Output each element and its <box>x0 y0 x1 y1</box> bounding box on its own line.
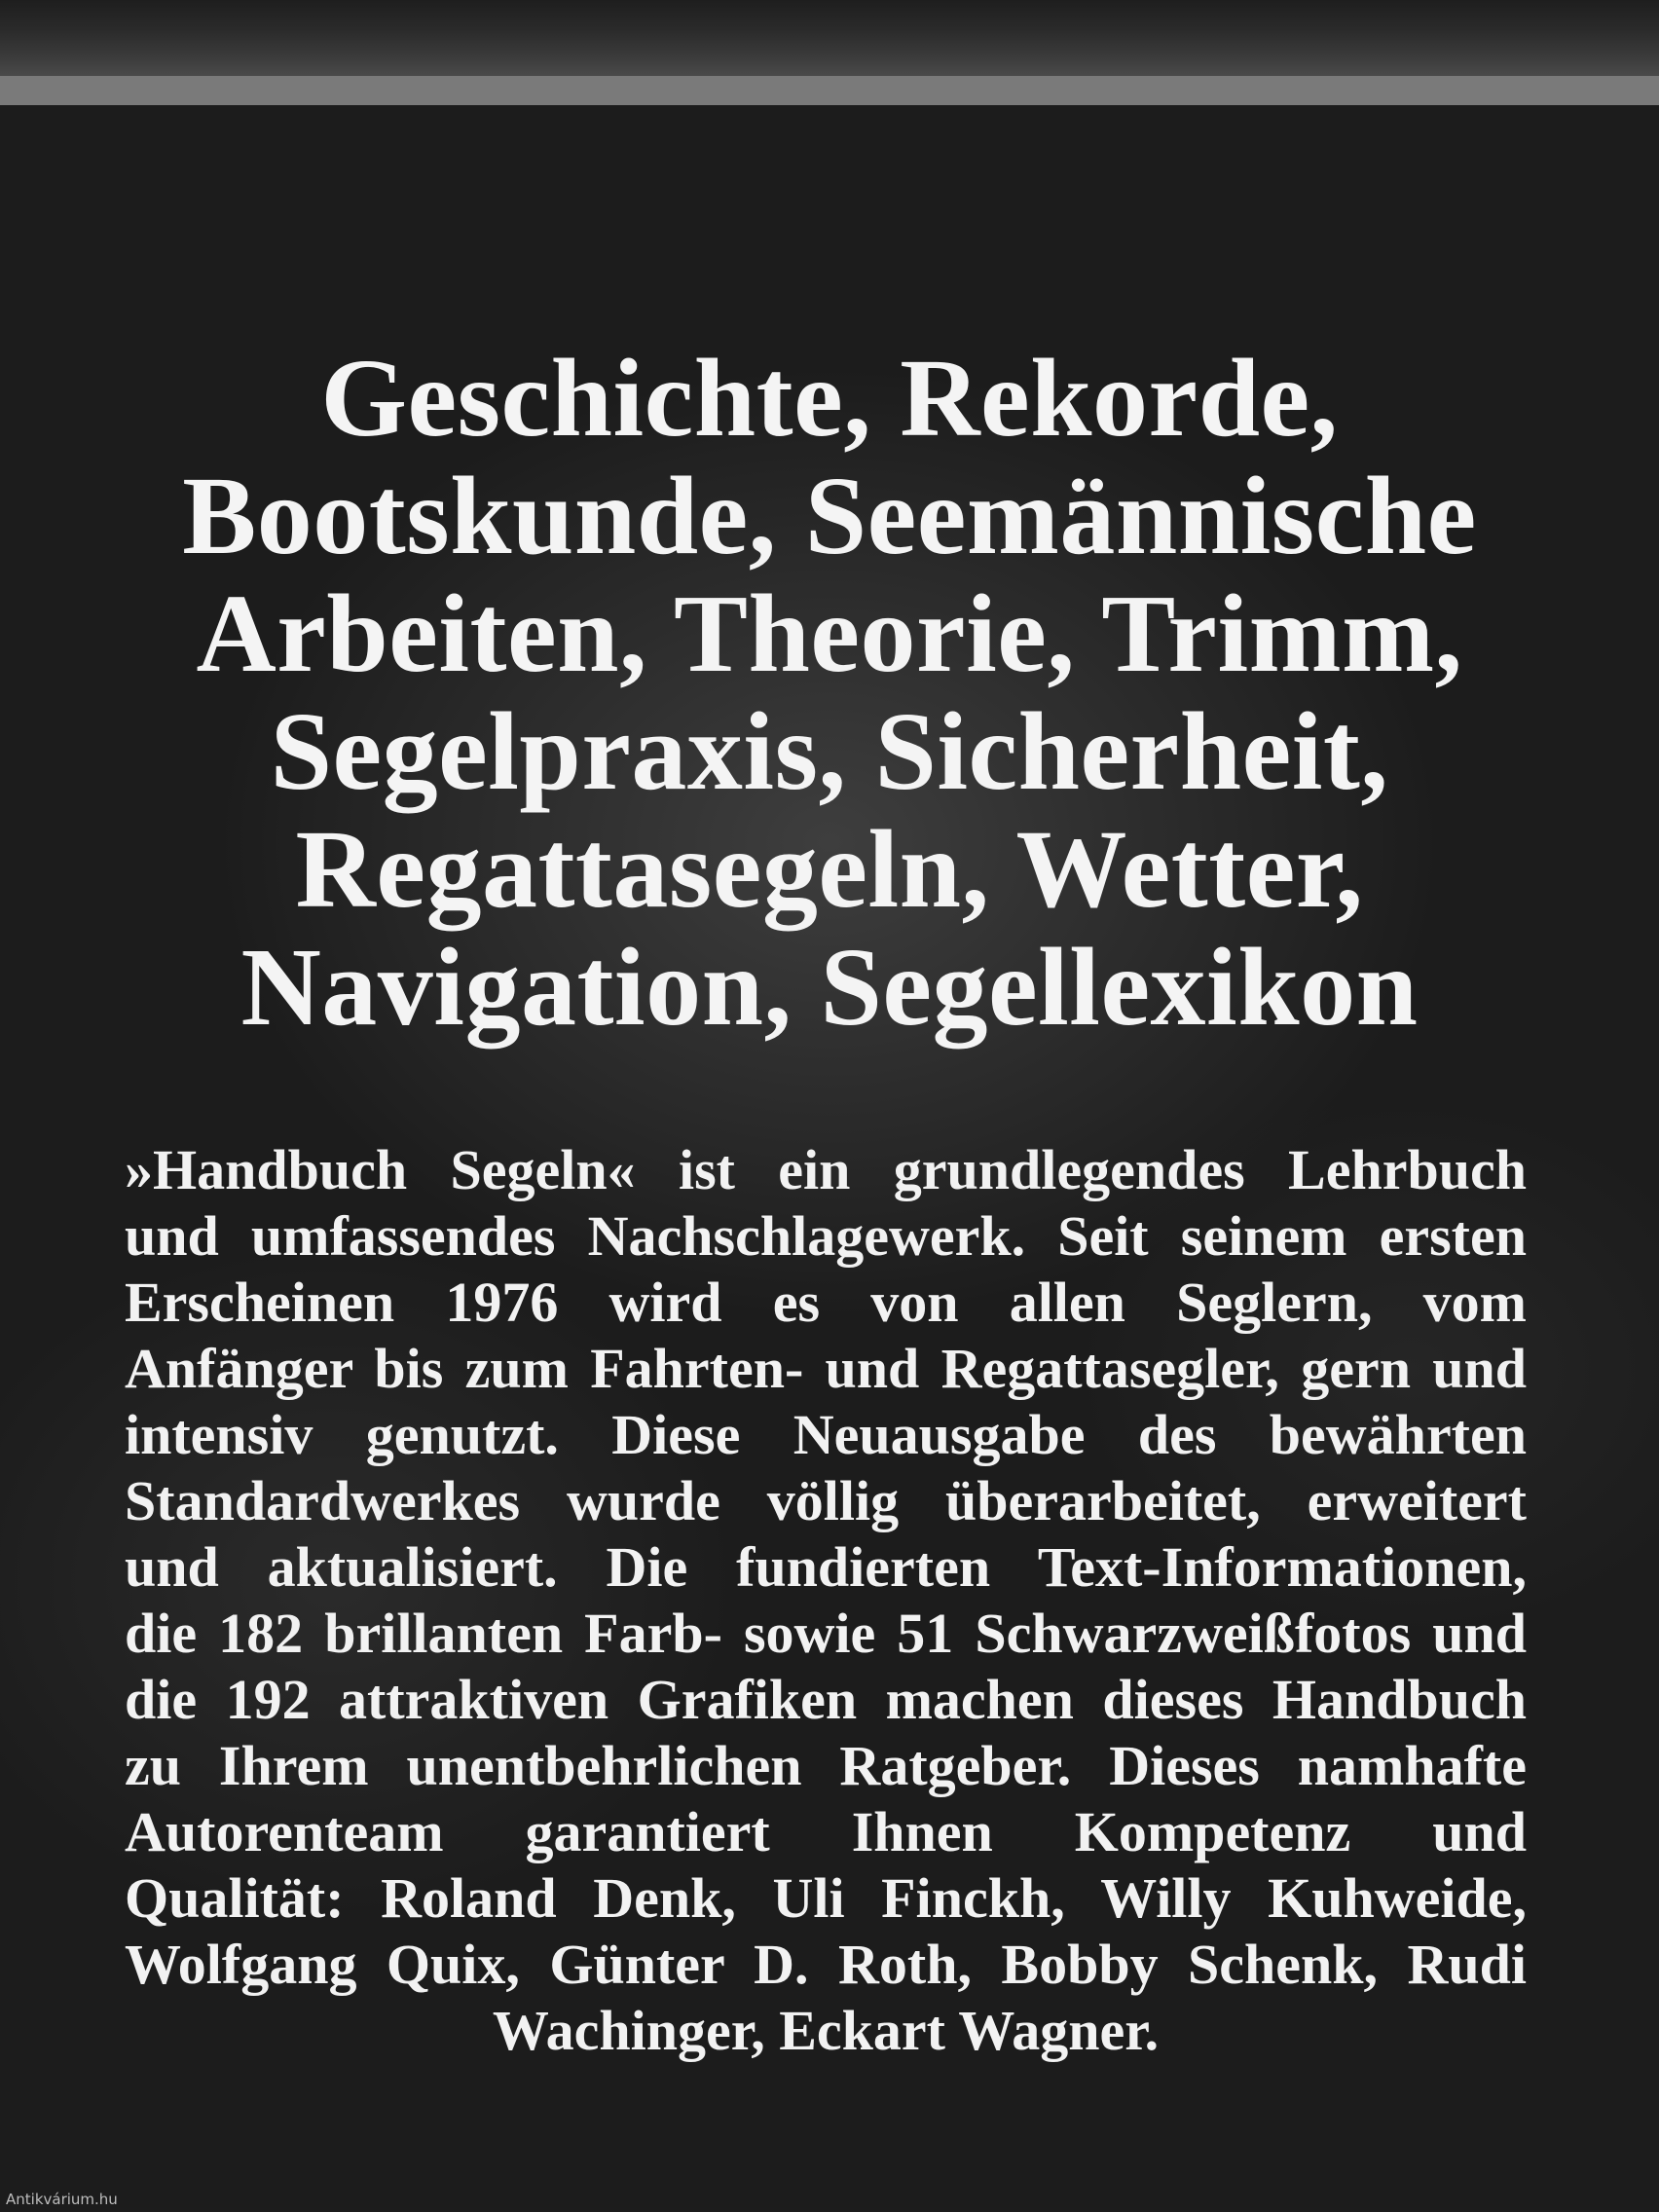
blurb-line: Wolfgang Quix, Günter D. Roth, Bobby Schenk, Rudi <box>125 1933 1527 1996</box>
top-edge-strip <box>0 0 1659 76</box>
watermark: Antikvárium.hu <box>6 2191 118 2208</box>
blurb-line: Qualität: Roland Denk, Uli Finckh, Willy Kuhweide, <box>125 1866 1527 1930</box>
blurb-line: »Handbuch Segeln« ist ein grundlegendes Lehrbuch <box>125 1138 1527 1201</box>
blurb-line: zu Ihrem unentbehrlichen Ratgeber. Dieses namhafte <box>125 1734 1527 1797</box>
headline-line: Geschichte, Rekorde, <box>320 336 1339 460</box>
blurb-line: die 192 attraktiven Grafiken machen dieses Handbuch <box>125 1668 1527 1731</box>
book-back-cover <box>0 105 1659 2212</box>
blurb-line: die 182 brillanten Farb- sowie 51 Schwarzweißfotos und <box>125 1602 1527 1665</box>
headline-line: Navigation, Segellexikon <box>240 925 1419 1049</box>
blurb-line: und umfassendes Nachschlagewerk. Seit seinem ersten <box>125 1204 1527 1268</box>
headline-line: Bootskunde, Seemännische <box>182 454 1477 577</box>
headline-line: Arbeiten, Theorie, Trimm, <box>196 571 1463 695</box>
blurb-line: Autorenteam garantiert Ihnen Kompetenz und <box>125 1800 1527 1863</box>
cover-headline <box>0 336 1659 1049</box>
blurb-line: und aktualisiert. Die fundierten Text-Informationen, <box>125 1535 1527 1599</box>
blurb-line: intensiv genutzt. Diese Neuausgabe des bewährten <box>125 1403 1527 1466</box>
headline-line: Segelpraxis, Sicherheit, <box>270 689 1389 813</box>
blurb-line: Standardwerkes wurde völlig überarbeitet, erweitert <box>125 1469 1527 1532</box>
blurb-line: Wachinger, Eckart Wagner. <box>492 1999 1160 2062</box>
headline-line: Regattasegeln, Wetter, <box>295 807 1364 931</box>
blurb-line: Erscheinen 1976 wird es von allen Seglern, vom <box>125 1271 1527 1334</box>
grey-band <box>0 76 1659 105</box>
blurb-line: Anfänger bis zum Fahrten- und Regattasegler, gern und <box>125 1337 1527 1400</box>
cover-blurb <box>125 1137 1527 2064</box>
